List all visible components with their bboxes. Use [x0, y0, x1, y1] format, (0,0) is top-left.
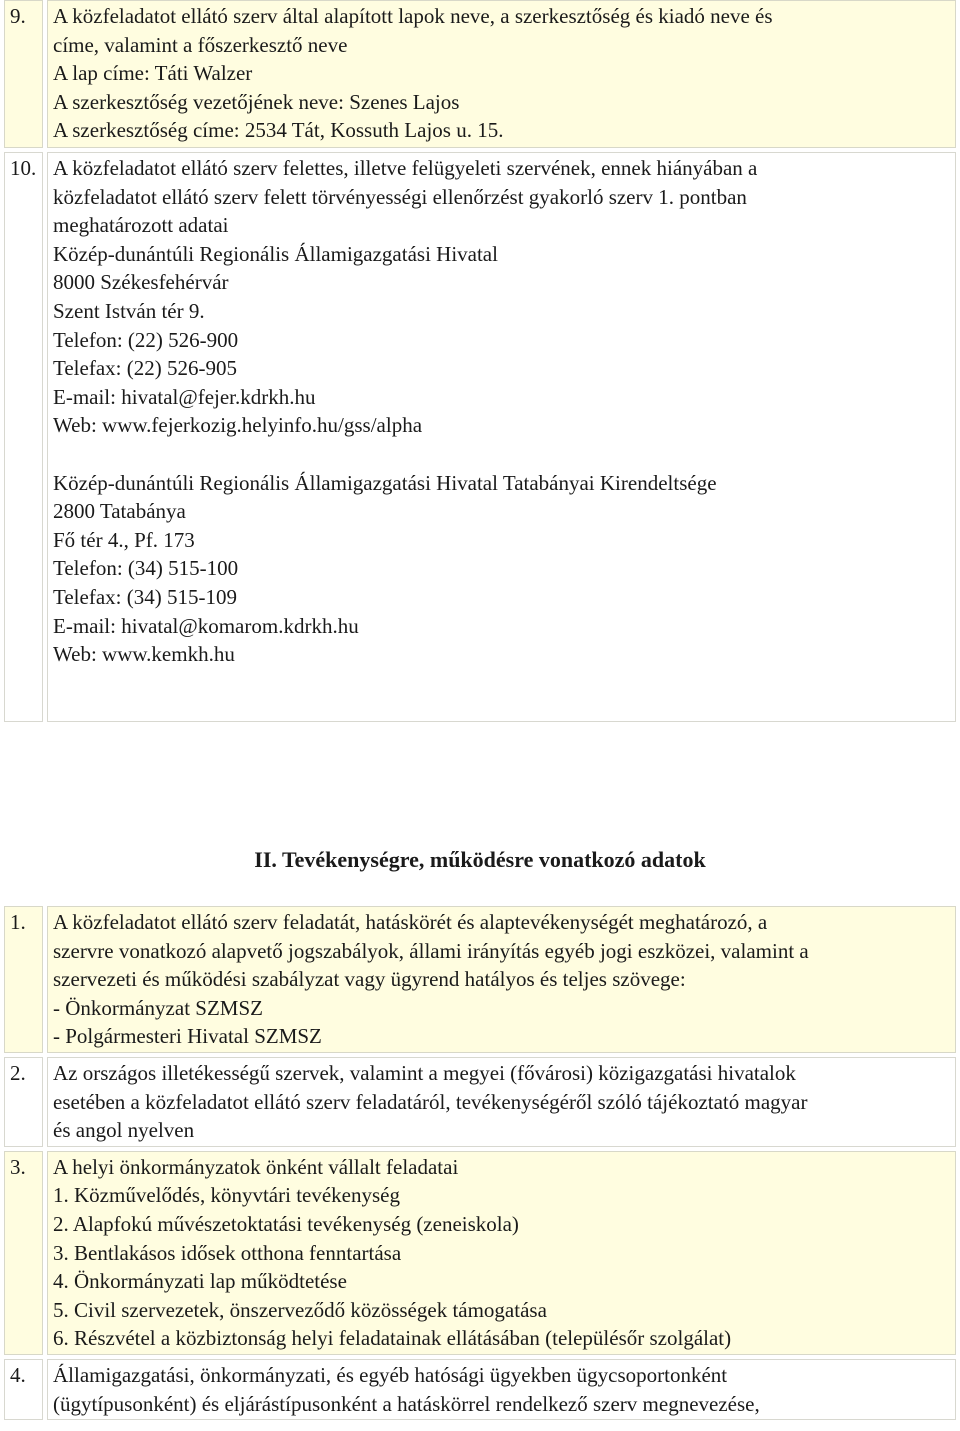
row-number: 4. — [4, 1359, 43, 1420]
text-line: Államigazgatási, önkormányzati, és egyéb hatósági ügyekben ügycsoportonként — [53, 1362, 728, 1387]
text-line: szervre vonatkozó alapvető jogszabályok, állami irányítás egyéb jogi eszközei, valamint a — [53, 938, 809, 963]
text-line: esetében a közfeladatot ellátó szerv feladatáról, tevékenységéről szóló tájékoztató magyar — [53, 1089, 808, 1114]
text-line: A közfeladatot ellátó szerv által alapított lapok neve, a szerkesztőség és kiadó neve és — [53, 4, 773, 28]
text-line: A lap címe: Táti Walzer — [53, 61, 253, 86]
text-line: meghatározott adatai — [53, 213, 229, 238]
table-row-4 — [4, 1359, 956, 1420]
text-line: közfeladatot ellátó szerv felett törvényességi ellenőrzést gyakorló szerv 1. pontban — [53, 184, 747, 209]
row-number: 3. — [4, 1151, 43, 1355]
table-row-3 — [4, 1151, 956, 1355]
text-line: és angol nyelven — [53, 1118, 195, 1143]
text-line: A szerkesztőség címe: 2534 Tát, Kossuth Lajos u. 15. — [53, 118, 504, 143]
text-line: E-mail: hivatal@fejer.kdrkh.hu — [53, 384, 316, 409]
row-number: 10. — [4, 152, 43, 722]
text-line: 3. Bentlakásos idősek otthona fenntartása — [53, 1240, 402, 1265]
text-line: Szent István tér 9. — [53, 298, 205, 323]
text-line: Telefax: (34) 515-109 — [53, 584, 237, 609]
blank-line — [53, 440, 950, 469]
text-line: (ügytípusonként) és eljárástípusonként a hatáskörrel rendelkező szerv megnevezése, — [53, 1391, 760, 1416]
table-row-2 — [4, 1057, 956, 1147]
text-line: Közép-dunántúli Regionális Államigazgatási Hivatal Tatabányai Kirendeltsége — [53, 470, 717, 495]
text-line: Fő tér 4., Pf. 173 — [53, 527, 195, 552]
text-line: A szerkesztőség vezetőjének neve: Szenes Lajos — [53, 89, 460, 114]
text-line: A közfeladatot ellátó szerv feladatát, hatáskörét és alaptevékenységét meghatározó, a — [53, 910, 768, 934]
text-line: 5. Civil szervezetek, önszerveződő közösségek támogatása — [53, 1297, 547, 1322]
document-table-bottom — [0, 902, 960, 1424]
text-line: 6. Részvétel a közbiztonság helyi feladatainak ellátásában (településőr szolgálat) — [53, 1326, 732, 1351]
text-line: A helyi önkormányzatok önként vállalt feladatai — [53, 1154, 459, 1179]
row-number: 1. — [4, 906, 43, 1053]
row-content — [47, 1057, 956, 1147]
row-number: 9. — [4, 0, 43, 148]
text-line: címe, valamint a főszerkesztő neve — [53, 32, 348, 57]
text-line: Az országos illetékességű szervek, valamint a megyei (fővárosi) közigazgatási hivatalok — [53, 1060, 796, 1085]
text-line: 8000 Székesfehérvár — [53, 270, 229, 295]
text-line: E-mail: hivatal@komarom.kdrkh.hu — [53, 613, 359, 638]
row-content — [47, 152, 956, 722]
text-line: Telefax: (22) 526-905 — [53, 356, 237, 381]
text-line: Telefon: (22) 526-900 — [53, 327, 239, 352]
text-line: 2800 Tatabánya — [53, 499, 186, 524]
text-line: 1. Közművelődés, könyvtári tevékenység — [53, 1183, 400, 1208]
table-row-1 — [4, 906, 956, 1053]
text-line: Közép-dunántúli Regionális Államigazgatási Hivatal — [53, 241, 498, 266]
row-content — [47, 0, 956, 148]
row-content — [47, 1151, 956, 1355]
text-line: 4. Önkormányzati lap működtetése — [53, 1269, 347, 1294]
text-line: - Polgármesteri Hivatal SZMSZ — [53, 1024, 322, 1049]
row-number: 2. — [4, 1057, 43, 1147]
row-content — [47, 1359, 956, 1420]
text-line: Telefon: (34) 515-100 — [53, 556, 239, 581]
text-line: - Önkormányzat SZMSZ — [53, 995, 263, 1020]
text-line: Web: www.fejerkozig.helyinfo.hu/gss/alpha — [53, 413, 423, 438]
table-row-10 — [4, 152, 956, 722]
section-heading: II. Tevékenységre, működésre vonatkozó adatok — [254, 847, 706, 872]
table-row-9 — [4, 0, 956, 148]
text-line: A közfeladatot ellátó szerv felettes, illetve felügyeleti szervének, ennek hiányában a — [53, 156, 758, 180]
row-content — [47, 906, 956, 1053]
text-line: szervezeti és működési szabályzat vagy ügyrend hatályos és teljes szövege: — [53, 967, 686, 992]
text-line: 2. Alapfokú művészetoktatási tevékenység (zeneiskola) — [53, 1211, 519, 1236]
text-line: Web: www.kemkh.hu — [53, 642, 235, 667]
